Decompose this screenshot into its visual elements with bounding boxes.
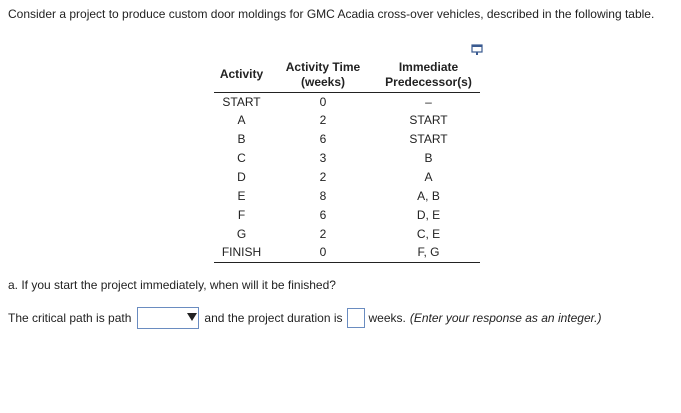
cell-time: 8	[319, 188, 327, 203]
cell-activity: E	[237, 188, 246, 203]
header-time-line2: (weeks)	[300, 74, 346, 89]
problem-intro: Consider a project to produce custom door moldings for GMC Acadia cross-over vehicles, described in the following table.	[8, 7, 655, 21]
cell-activity: C	[237, 151, 246, 166]
cell-activity: FINISH	[214, 243, 269, 262]
header-activity-time	[269, 58, 377, 92]
integer-hint: (Enter your response as an integer.)	[409, 311, 602, 325]
copy-table-icon[interactable]	[471, 44, 483, 56]
header-pred-line1: Immediate	[398, 59, 459, 74]
cell-time: 2	[319, 170, 327, 184]
critical-path-dropdown[interactable]	[137, 307, 199, 329]
cell-time: 2	[319, 113, 327, 128]
header-time-line1: Activity Time	[285, 59, 361, 74]
cell-predecessor: A, B	[417, 188, 440, 203]
cell-predecessor: –	[425, 94, 432, 109]
table-row	[214, 205, 480, 224]
table-header-row	[214, 58, 480, 92]
question-a: a. If you start the project immediately, when will it be finished?	[8, 278, 336, 292]
table-row	[214, 186, 480, 205]
cell-predecessor: F, G	[377, 243, 480, 262]
cell-predecessor: START	[409, 132, 448, 147]
header-pred-line2: Predecessor(s)	[385, 74, 472, 89]
table-row	[214, 130, 480, 149]
table-row	[214, 168, 480, 187]
cell-time: 0	[319, 94, 327, 109]
duration-input[interactable]	[347, 308, 365, 328]
cell-predecessor: START	[409, 113, 448, 128]
activity-table	[214, 58, 480, 263]
table-row	[214, 111, 480, 130]
header-activity: Activity	[214, 58, 269, 92]
chevron-down-icon[interactable]	[187, 313, 197, 321]
duration-unit: weeks.	[368, 311, 406, 325]
table-row	[214, 92, 480, 111]
cell-predecessor: D, E	[416, 207, 441, 222]
table-row	[214, 149, 480, 168]
cell-time: 6	[319, 207, 327, 222]
cell-activity: B	[237, 132, 246, 147]
cell-time: 2	[319, 226, 327, 241]
cell-predecessor: B	[424, 151, 433, 166]
cell-activity: D	[237, 170, 246, 184]
cell-predecessor: A	[424, 170, 433, 184]
cell-time: 6	[319, 132, 327, 147]
cell-activity: A	[237, 113, 246, 128]
answer-line	[8, 306, 602, 330]
duration-label: and the project duration is	[204, 311, 343, 325]
cell-time: 0	[269, 243, 377, 262]
table-row	[214, 243, 480, 262]
cell-predecessor: C, E	[416, 226, 441, 241]
cell-activity: F	[237, 207, 246, 222]
header-predecessors	[377, 58, 480, 92]
cell-activity: START	[222, 94, 261, 109]
critical-path-label: The critical path is path	[8, 311, 132, 325]
table-row	[214, 224, 480, 243]
cell-time: 3	[319, 151, 327, 166]
table-body	[214, 92, 480, 262]
cell-activity: G	[236, 226, 247, 241]
